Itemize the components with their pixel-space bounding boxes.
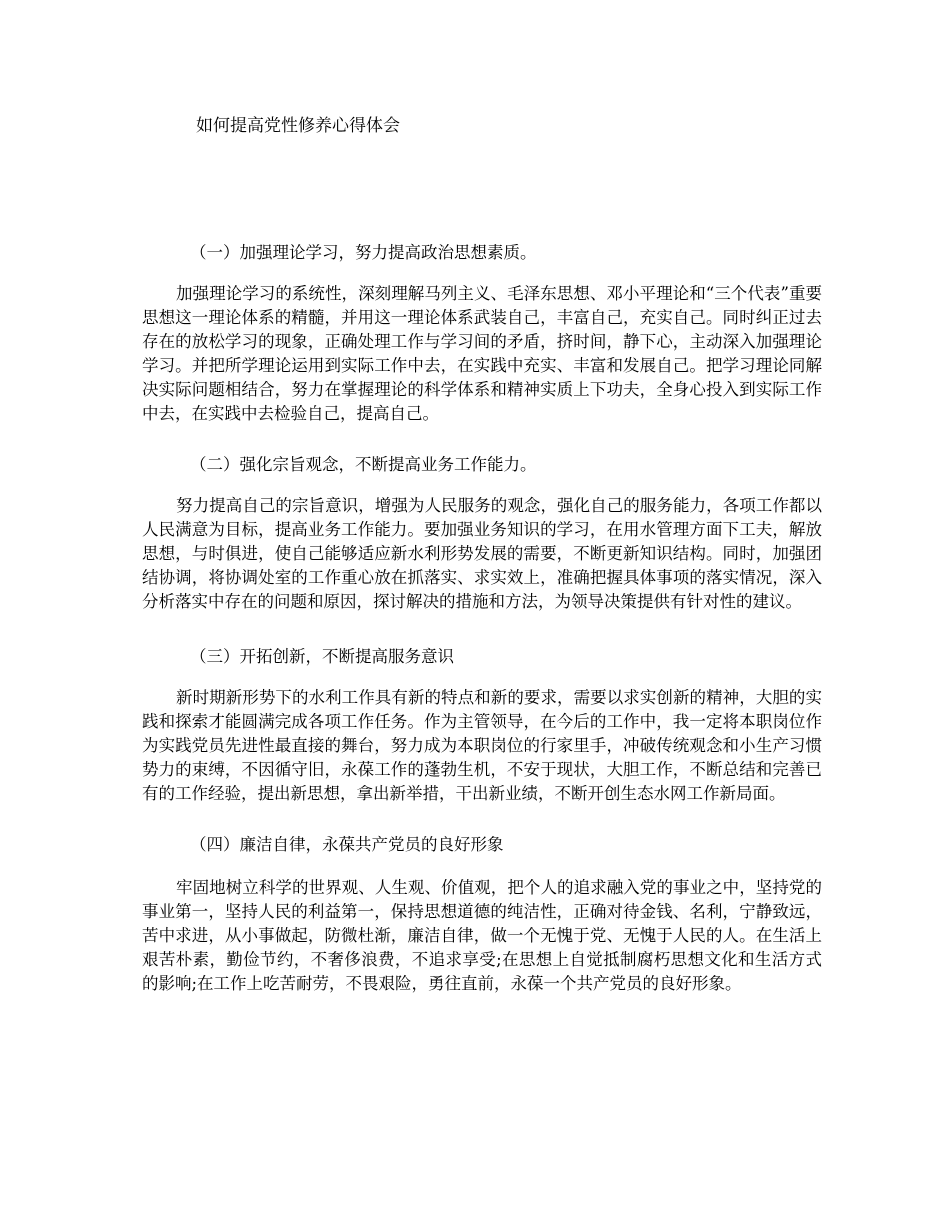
document-title: 如何提高党性修养心得体会 <box>196 116 400 136</box>
section-paragraph-4: 牢固地树立科学的世界观、人生观、价值观，把个人的追求融入党的事业之中，坚持党的事业第一，坚持人民的利益第一，保持思想道德的纯洁性，正确对待金钱、名利，宁静致远，苦中求进，从小事做起，防微杜渐，廉洁自律，做一个无愧于党、无愧于人民的人。在生活上艰苦朴素，勤俭节约，不奢侈浪费，不追求享受;在思想上自觉抵制腐朽思想文化和生活方式的影响;在工作上吃苦耐劳，不畏艰险，勇往直前，永葆一个共产党员的良好形象。 <box>142 878 822 993</box>
section-heading-3: （三）开拓创新，不断提高服务意识 <box>190 647 454 666</box>
section-heading-1: （一）加强理论学习，努力提高政治思想素质。 <box>190 243 537 262</box>
section-heading-4: （四）廉洁自律，永葆共产党员的良好形象 <box>190 835 504 854</box>
section-heading-2: （二）强化宗旨观念，不断提高业务工作能力。 <box>190 455 537 474</box>
section-paragraph-1: 加强理论学习的系统性，深刻理解马列主义、毛泽东思想、邓小平理论和“三个代表”重要思想这一理论体系的精髓，并用这一理论体系武装自己，丰富自己，充实自己。同时纠正过去存在的放松学习的现象，正确处理工作与学习间的矛盾，挤时间，静下心，主动深入加强理论学习。并把所学理论运用到实际工作中去，在实践中充实、丰富和发展自己。把学习理论同解决实际问题相结合，努力在掌握理论的科学体系和精神实质上下功夫，全身心投入到实际工作中去，在实践中去检验自己，提高自己。 <box>142 284 822 423</box>
section-paragraph-2: 努力提高自己的宗旨意识，增强为人民服务的观念，强化自己的服务能力，各项工作都以人民满意为目标，提高业务工作能力。要加强业务知识的学习，在用水管理方面下工夫，解放思想，与时俱进，使自己能够适应新水利形势发展的需要，不断更新知识结构。同时，加强团结协调，将协调处室的工作重心放在抓落实、求实效上，准确把握具体事项的落实情况，深入分析落实中存在的问题和原因，探讨解决的措施和方法，为领导决策提供有针对性的建议。 <box>142 496 822 611</box>
section-paragraph-3: 新时期新形势下的水利工作具有新的特点和新的要求，需要以求实创新的精神，大胆的实践和探索才能圆满完成各项工作任务。作为主管领导，在今后的工作中，我一定将本职岗位作为实践党员先进性最直接的舞台，努力成为本职岗位的行家里手，冲破传统观念和小生产习惯势力的束缚，不因循守旧，永葆工作的蓬勃生机，不安于现状，大胆工作，不断总结和完善已有的工作经验，提出新思想，拿出新举措，干出新业绩，不断开创生态水网工作新局面。 <box>142 688 822 803</box>
